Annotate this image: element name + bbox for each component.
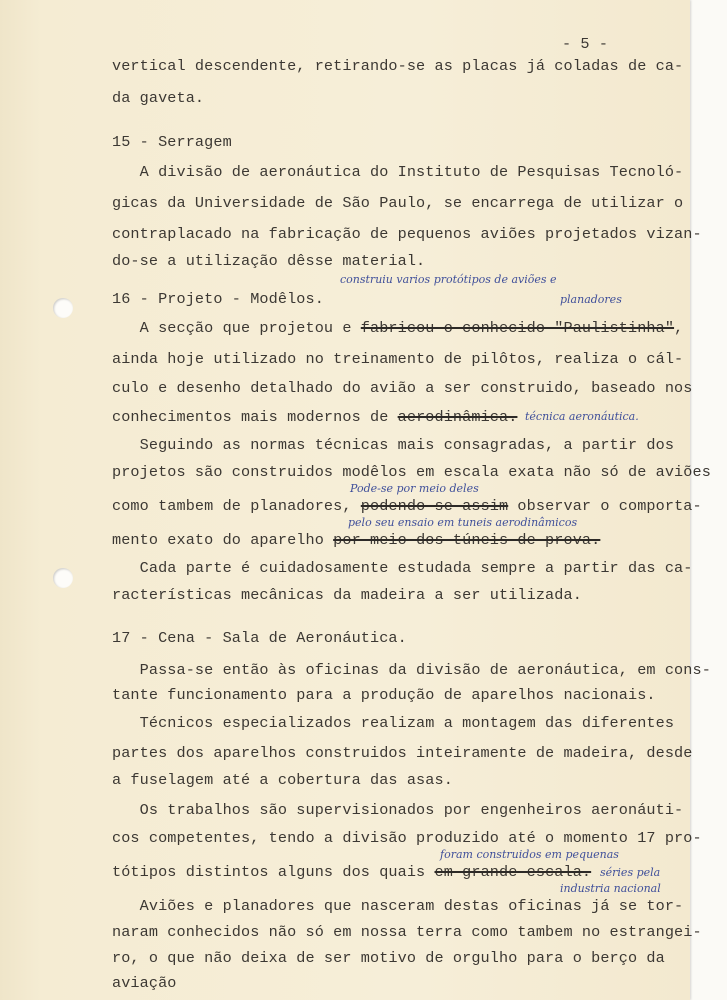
text-line: [112, 687, 656, 704]
text-segment: como tambem de planadores,: [112, 497, 361, 515]
text-line: [112, 409, 517, 426]
text-segment: culo e desenho detalhado do avião a ser construido, baseado nos: [112, 379, 693, 397]
handwritten-annotation: foram construidos em pequenas: [440, 848, 619, 861]
text-line: [112, 164, 683, 181]
text-segment: da gaveta.: [112, 89, 205, 107]
text-line: [112, 195, 683, 212]
text-line: [112, 464, 711, 481]
text-segment: partes dos aparelhos construidos inteiramente de madeira, desde: [112, 744, 693, 762]
text-segment: Seguindo as normas técnicas mais consagradas, a partir dos: [112, 436, 675, 454]
text-segment: ro, o que não deixa de ser motivo de orgulho para o berço da: [112, 949, 665, 967]
section-heading: [112, 134, 232, 151]
text-line: [112, 58, 683, 75]
text-line: [112, 715, 674, 732]
text-line: [112, 898, 683, 915]
text-segment: tótipos distintos alguns dos quais: [112, 863, 435, 881]
text-line: [112, 351, 683, 368]
punch-hole: [53, 298, 73, 318]
text-segment: vertical descendente, retirando-se as placas já coladas de ca-: [112, 57, 684, 75]
text-line: [112, 975, 177, 992]
text-segment: A divisão de aeronáutica do Instituto de Pesquisas Tecnoló-: [112, 163, 684, 181]
text-segment: aviação: [112, 974, 177, 992]
struck-text: aerodinâmica.: [397, 408, 518, 426]
text-line: [112, 532, 600, 549]
handwritten-annotation: planadores: [560, 293, 622, 306]
text-segment: ainda hoje utilizado no treinamento de pilôtos, realiza o cál-: [112, 350, 684, 368]
page-number: - 5 -: [562, 35, 609, 53]
section-heading: [112, 630, 407, 647]
text-line: [112, 90, 204, 107]
text-segment: Técnicos especializados realizam a montagem das diferentes: [112, 714, 675, 732]
text-line: [112, 924, 702, 941]
text-segment: A secção que projetou e: [112, 319, 361, 337]
text-segment: a fuselagem até a cobertura das asas.: [112, 771, 453, 789]
handwritten-annotation: pelo seu ensaio em tuneis aerodinâmicos: [348, 516, 578, 529]
text-segment: 17 - Cena - Sala de Aeronáutica.: [112, 629, 407, 647]
handwritten-annotation: construiu varios protótipos de aviões e: [340, 273, 557, 286]
text-segment: Aviões e planadores que nasceram destas oficinas já se tor-: [112, 897, 684, 915]
text-line: [112, 560, 692, 577]
text-segment: Cada parte é cuidadosamente estudada sempre a partir das ca-: [112, 559, 693, 577]
text-segment: cos competentes, tendo a divisão produzido até o momento 17 pro-: [112, 829, 702, 847]
text-segment: mento exato do aparelho: [112, 531, 334, 549]
text-segment: racterísticas mecânicas da madeira a ser utilizada.: [112, 586, 582, 604]
handwritten-annotation: industria nacional: [560, 882, 661, 895]
text-segment: Os trabalhos são supervisionados por engenheiros aeronáuti-: [112, 801, 684, 819]
text-line: [112, 587, 582, 604]
text-line: [112, 772, 453, 789]
text-segment: do-se a utilização dêsse material.: [112, 252, 426, 270]
text-line: [112, 802, 683, 819]
text-line: [112, 662, 711, 679]
handwritten-annotation: técnica aeronáutica.: [525, 410, 639, 423]
text-segment: naram conhecidos não só em nossa terra como tambem no estrangei-: [112, 923, 702, 941]
text-segment: 15 - Serragem: [112, 133, 232, 151]
text-line: [112, 380, 692, 397]
text-segment: tante funcionamento para a produção de aparelhos nacionais.: [112, 686, 656, 704]
struck-text: fabricou o conhecido "Paulistinha": [360, 319, 675, 337]
section-heading: [112, 291, 324, 308]
text-line: [112, 320, 683, 337]
text-segment: 16 - Projeto - Modêlos.: [112, 290, 324, 308]
text-line: [112, 437, 674, 454]
text-line: [112, 226, 702, 243]
text-line: [112, 253, 425, 270]
struck-text: em grande escala.: [434, 863, 592, 881]
struck-text: podendo-se assim: [360, 497, 509, 515]
text-segment: observar o comporta-: [508, 497, 702, 515]
text-line: [112, 950, 665, 967]
handwritten-annotation: Pode-se por meio deles: [350, 482, 479, 495]
text-segment: Passa-se então às oficinas da divisão de aeronáutica, em cons-: [112, 661, 711, 679]
text-line: [112, 745, 692, 762]
text-segment: projetos são construidos modêlos em escala exata não só de aviões: [112, 463, 711, 481]
text-segment: gicas da Universidade de São Paulo, se encarrega de utilizar o: [112, 194, 684, 212]
text-line: [112, 830, 702, 847]
text-line: [112, 864, 591, 881]
text-segment: conhecimentos mais modernos de: [112, 408, 398, 426]
handwritten-annotation: séries pela: [600, 866, 661, 879]
struck-text: por meio dos túneis de prova.: [333, 531, 601, 549]
text-line: [112, 498, 702, 515]
text-segment: contraplacado na fabricação de pequenos aviões projetados vizan-: [112, 225, 702, 243]
text-segment: ,: [674, 319, 684, 337]
punch-hole: [53, 568, 73, 588]
